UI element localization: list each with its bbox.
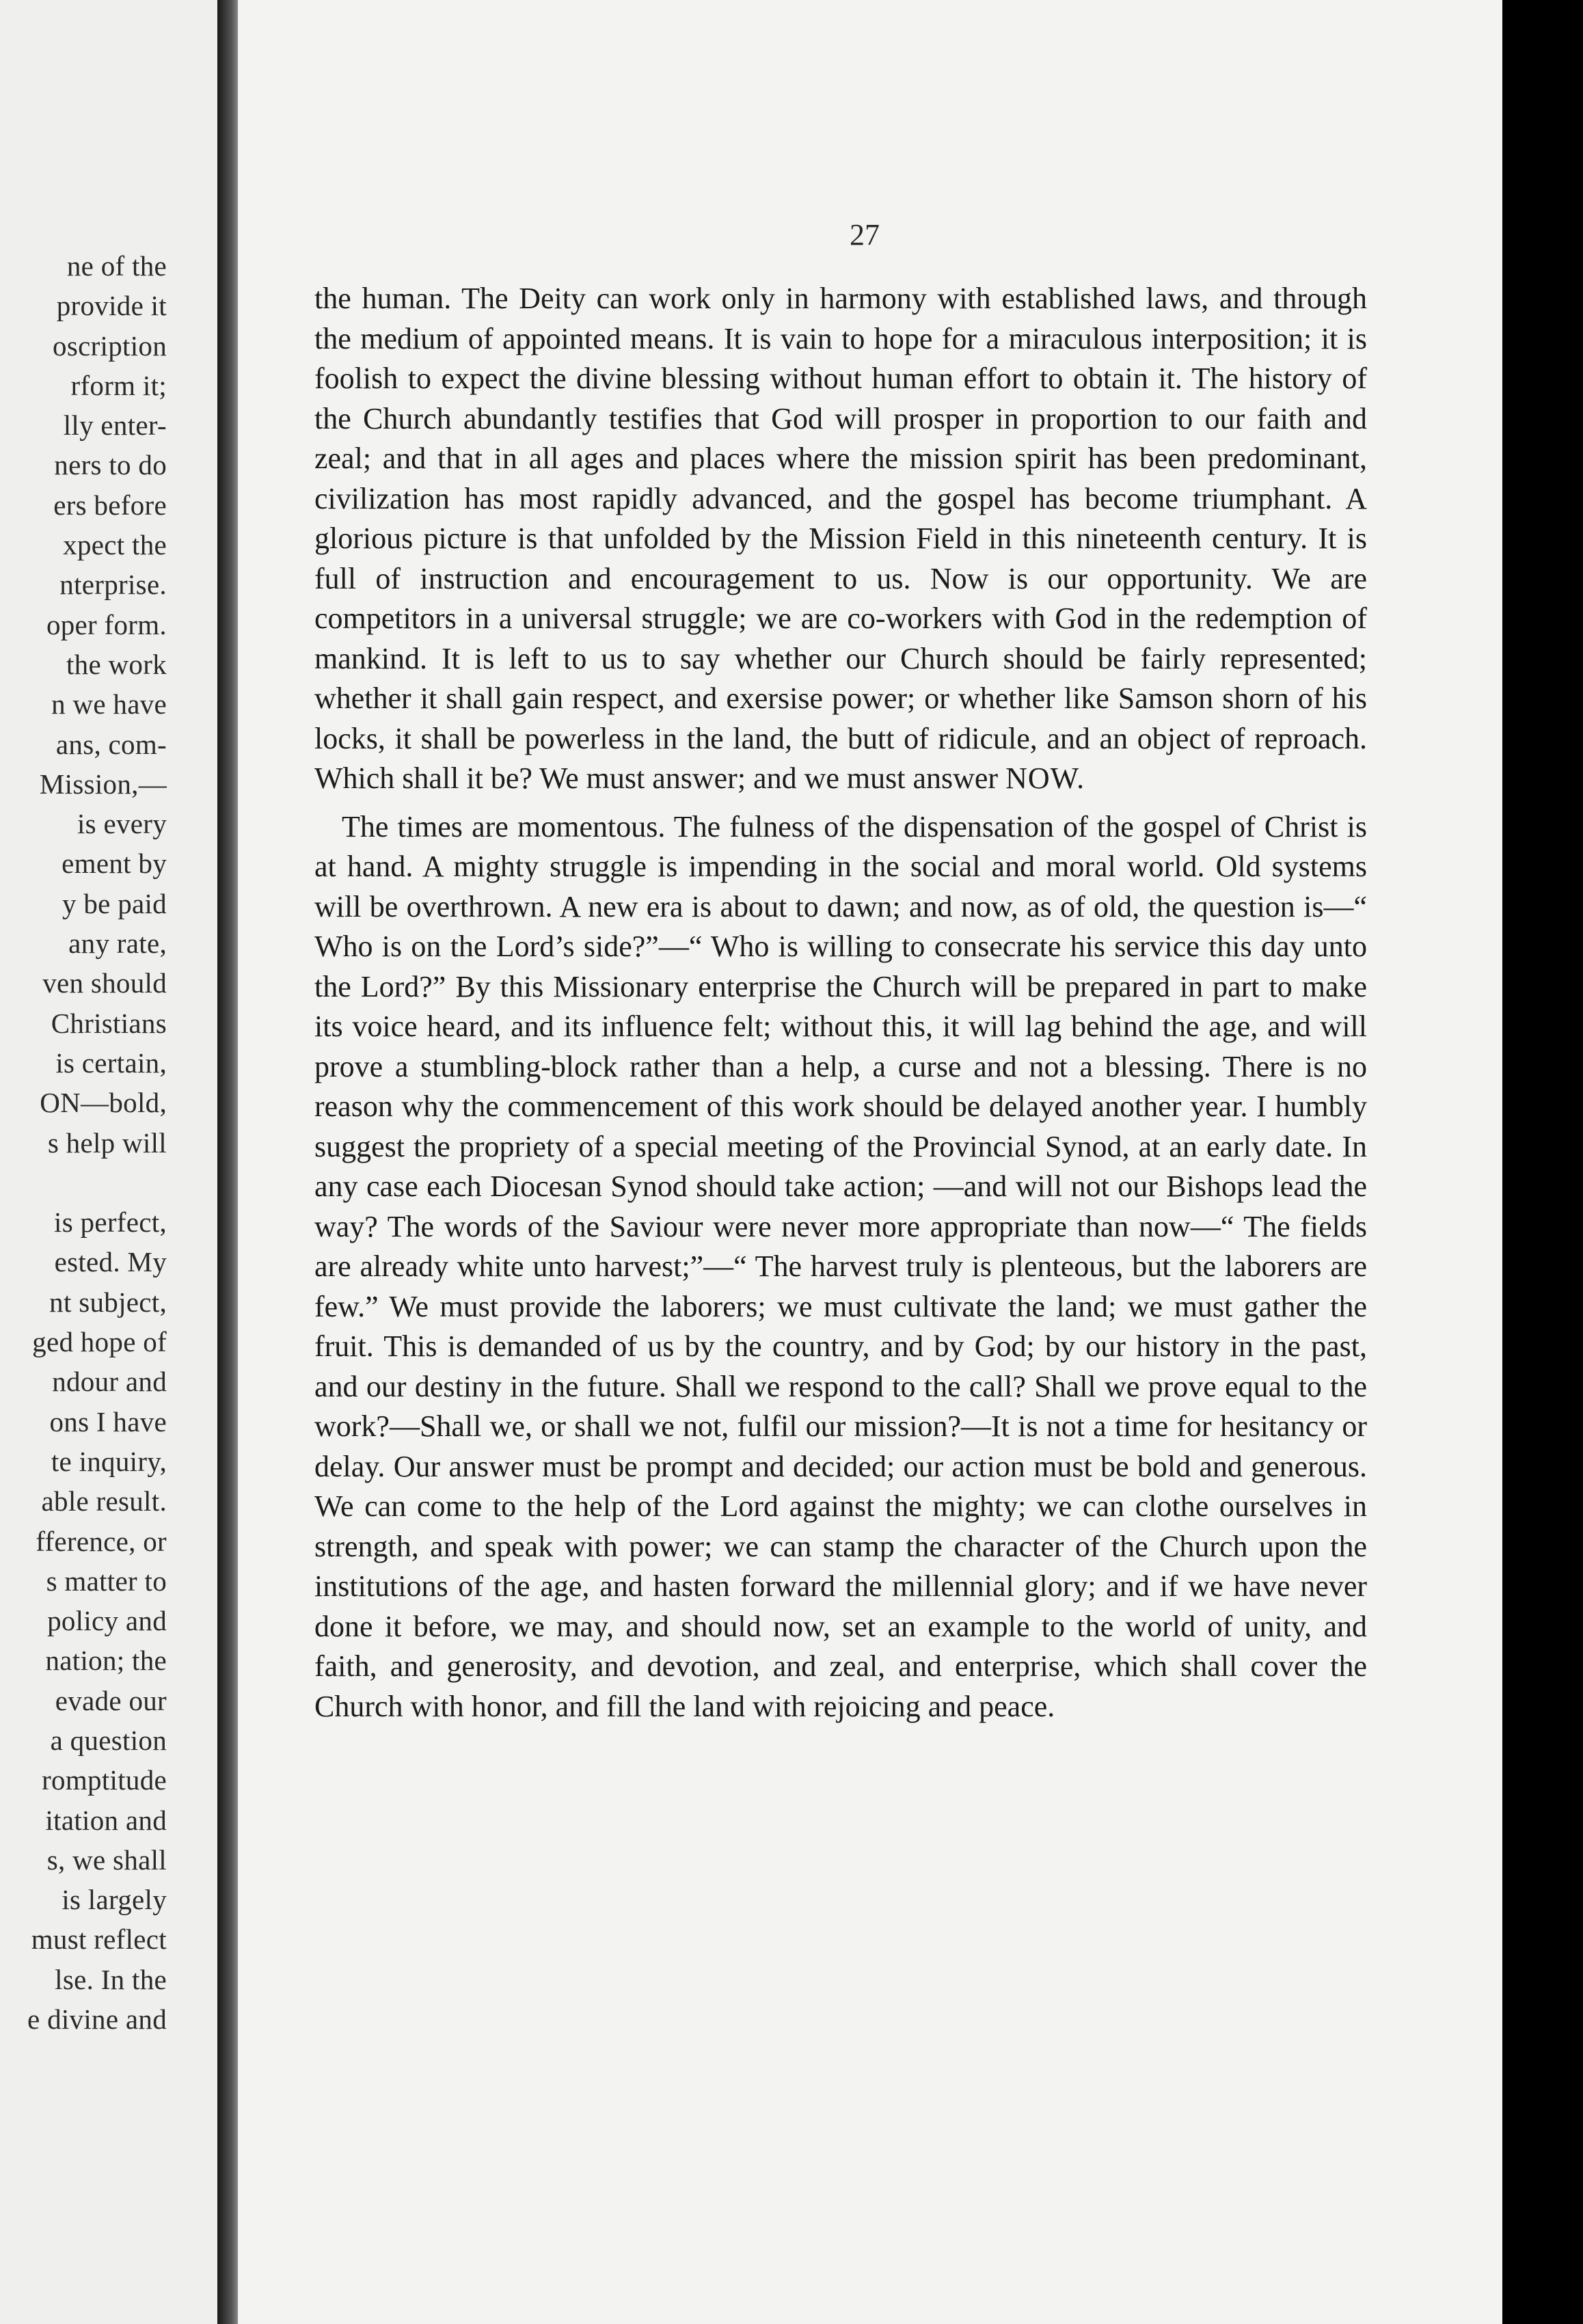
left-page-line bbox=[27, 1163, 167, 1202]
left-page-line: s, we shall bbox=[46, 1843, 167, 1876]
scan-margin bbox=[1502, 0, 1583, 2324]
body-text bbox=[314, 279, 1367, 1727]
page-number: 27 bbox=[850, 218, 880, 252]
left-page-line: the work bbox=[66, 648, 167, 680]
left-page-line: ement by bbox=[62, 848, 167, 880]
left-page-text bbox=[27, 246, 167, 2039]
left-page-line: any rate, bbox=[68, 928, 167, 960]
left-page-line: oscription bbox=[53, 329, 167, 362]
left-page-line: lly enter- bbox=[63, 409, 167, 442]
left-page-line: ne of the bbox=[66, 250, 167, 282]
left-page-line: a question bbox=[50, 1724, 167, 1756]
left-facing-page bbox=[0, 0, 217, 2324]
left-page-line: ners to do bbox=[54, 449, 167, 481]
left-page-line: lse. In the bbox=[55, 1963, 167, 1995]
left-page-line: ans, com- bbox=[55, 728, 167, 760]
left-page-line: is every bbox=[77, 808, 167, 840]
left-page-line: provide it bbox=[56, 290, 167, 322]
left-page-line: romptitude bbox=[42, 1764, 167, 1796]
left-page-line: policy and bbox=[47, 1605, 167, 1637]
left-page-line: e divine and bbox=[27, 2003, 167, 2036]
left-page-line: itation and bbox=[45, 1804, 167, 1836]
left-page-line: ons I have bbox=[49, 1405, 167, 1437]
left-page-line: s matter to bbox=[46, 1565, 167, 1597]
left-page-line: nterprise. bbox=[59, 569, 167, 601]
left-page-line: nation; the bbox=[45, 1645, 167, 1677]
left-page-line: Mission,— bbox=[39, 768, 167, 800]
left-page-line: is largely bbox=[62, 1884, 167, 1916]
left-page-line: xpect the bbox=[63, 529, 167, 561]
left-page-line: ged hope of bbox=[32, 1326, 167, 1358]
main-page bbox=[238, 0, 1502, 2324]
left-page-line: Christians bbox=[51, 1007, 167, 1039]
left-page-line: fference, or bbox=[36, 1525, 167, 1557]
left-page-line: s help will bbox=[47, 1126, 167, 1159]
left-page-line: ndour and bbox=[52, 1366, 167, 1398]
left-page-line: is perfect, bbox=[54, 1206, 167, 1239]
paragraph-2: The times are momentous. The fulness of the dispensation of the gospel of Christ is at hand. A mighty struggle is impending in the social and moral world. Old systems will be overthrown. A new era is about to dawn; and now, as of old, the question is—“ Who is on the Lord’s side?”—“ Who is willing to consecrate his service this day unto the Lord?” By this Missionary enterprise the Church will be prepared in part to make its voice heard, and its influence felt; without this, it will lag behind the age, and will prove a stumbling-block rather than a help, a curse and not a blessing. There is no reason why the commencement of this work should be delayed another year. I humbly suggest the propriety of a special meeting of the Provincial Synod, at an early date. In any case each Diocesan Synod should take action; —and will not our Bishops lead the way? The words of the Saviour were never more appropriate than now—“ The fields are already white unto harvest;”—“ The harvest truly is plenteous, but the laborers are few.” We must provide the laborers; we must cultivate the land; we must gather the fruit. This is demanded of us by the country, and by God; by our history in the past, and our destiny in the future. Shall we respond to the call? Shall we prove equal to the work?—Shall we, or shall we not, fulfil our mission?—It is not a time for hesitancy or delay. Our answer must be prompt and decided; our action must be bold and generous. We can come to the help of the Lord against the mighty; we can clothe ourselves in strength, and speak with power; we can stamp the character of the Church upon the institutions of the age, and hasten forward the millennial glory; and if we have never done it before, we may, and should now, set an example to the world of unity, and faith, and generosity, and devotion, and zeal, and enterprise, which shall cover the Church with honor, and fill the land with rejoicing and peace. bbox=[314, 809, 1367, 1723]
left-page-line: y be paid bbox=[62, 887, 167, 919]
emphasis-now: NOW. bbox=[1005, 761, 1085, 795]
left-page-line: able result. bbox=[41, 1485, 167, 1517]
left-page-line: ven should bbox=[42, 967, 167, 999]
left-page-line: rform it; bbox=[70, 369, 167, 401]
left-page-line: is certain, bbox=[55, 1046, 167, 1079]
left-page-line: evade our bbox=[55, 1684, 167, 1716]
left-page-line: n we have bbox=[51, 688, 167, 720]
left-page-line: must reflect bbox=[31, 1923, 167, 1956]
left-page-line: te inquiry, bbox=[51, 1445, 167, 1477]
left-page-line: ON—bold, bbox=[40, 1087, 167, 1119]
paragraph-1 bbox=[314, 279, 1367, 799]
left-page-line: oper form. bbox=[46, 608, 167, 640]
left-page-line: nt subject, bbox=[49, 1286, 167, 1318]
paragraph-1-text: the human. The Deity can work only in harmony with established laws, and through the medium of appointed means. It is vain to hope for a miraculous interposition; it is foolish to expect the divine blessing without human effort to obtain it. The history of the Church abundantly testifies that God will prosper in proportion to our faith and zeal; and that in all ages and places where the mission spirit has been predominant, civilization has most rapidly advanced, and the gospel has become triumphant. A glorious picture is that unfolded by the Mission Field in this nineteenth century. It is full of instruction and encouragement to us. Now is our opportunity. We are competitors in a universal struggle; we are co-workers with God in the redemption of mankind. It is left to us to say whether our Church should be fairly represented; whether it shall gain respect, and exersise power; or whether like Samson shorn of his locks, it shall be powerless in the land, the butt of ridicule, and an object of reproach. Which shall it be? We must answer; and we must answer bbox=[314, 282, 1367, 795]
book-gutter bbox=[217, 0, 238, 2324]
left-page-line: ested. My bbox=[54, 1246, 167, 1278]
left-page-line: ers before bbox=[53, 489, 167, 521]
